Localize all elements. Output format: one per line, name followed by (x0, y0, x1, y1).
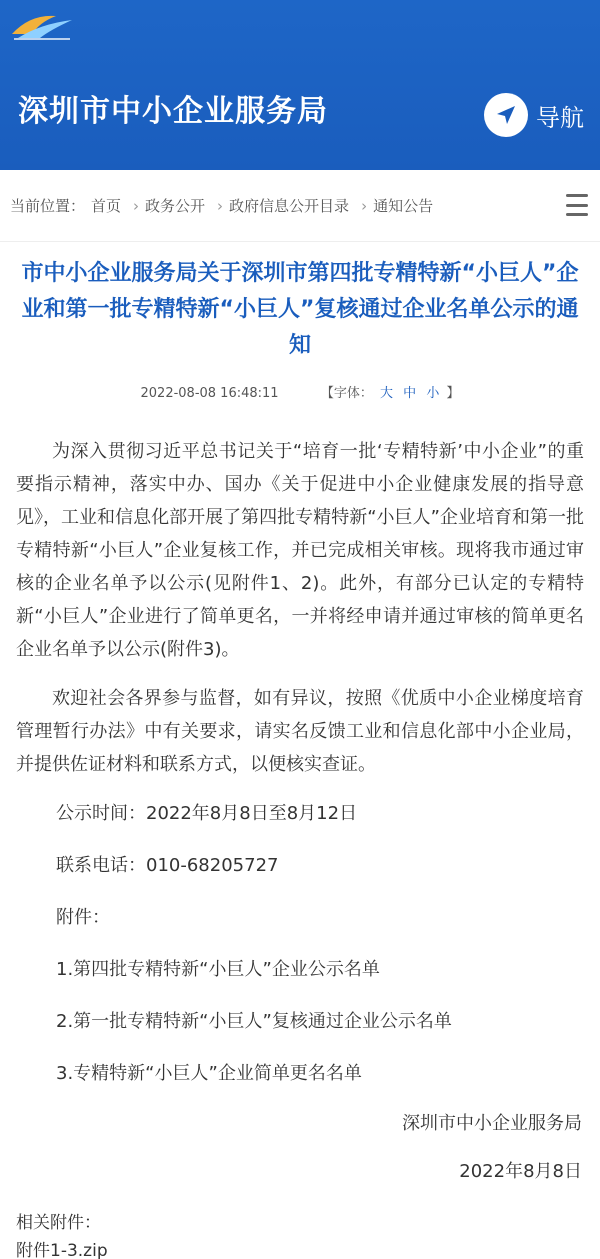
signature-date: 2022年8月8日 (459, 1161, 582, 1182)
breadcrumb-item-info-catalog[interactable]: 政府信息公开目录 (229, 197, 350, 215)
breadcrumb-prefix: 当前位置： (10, 197, 86, 215)
chevron-right-icon: › (133, 196, 140, 215)
attachments-heading: 附件： (56, 907, 110, 928)
article-meta (0, 382, 600, 401)
font-size-large[interactable]: 大 (380, 386, 394, 401)
navigation-button[interactable] (484, 92, 584, 138)
menu-icon[interactable] (566, 194, 588, 216)
attachment-download-link[interactable]: 附件1-3.zip (16, 1241, 108, 1259)
attachment-item: 2.第一批专精特新“小巨人”复核通过企业公示名单 (56, 1011, 452, 1032)
related-attachments-label: 相关附件： (16, 1213, 101, 1233)
attachment-item: 3.专精特新“小巨人”企业简单更名名单 (56, 1063, 362, 1084)
signature: 深圳市中小企业服务局 (402, 1113, 582, 1134)
navigation-label: 导航 (536, 103, 584, 132)
font-size-label: 【字体： (320, 386, 373, 401)
publish-date: 2022-08-08 16:48:11 (140, 386, 279, 401)
contact-phone: 联系电话：010-68205727 (56, 855, 279, 876)
navigation-icon (484, 93, 528, 137)
font-size-close: 】 (446, 386, 460, 401)
related-attachments (0, 1209, 600, 1259)
chevron-right-icon: › (361, 196, 368, 215)
publicity-period: 公示时间：2022年8月8日至8月12日 (56, 803, 358, 824)
paragraph: 为深入贯彻习近平总书记关于“培育一批‘专精特新’中小企业”的重要指示精神，落实中办、国办《关于促进中小企业健康发展的指导意见》，工业和信息化部开展了第四批专精特新“小巨人”企业培育和第一批专精特新“小巨人”企业复核工作，并已完成相关审核。现将我市通过审核的企业名单予以公示(见附件1、2)。此外，有部分已认定的专精特新“小巨人”企业进行了简单更名，一并将经申请并通过审核的简单更名企业名单予以公示(附件3)。 (16, 441, 584, 660)
site-header (0, 0, 600, 170)
paragraph: 欢迎社会各界参与监督，如有异议，按照《优质中小企业梯度培育管理暂行办法》中有关要求，请实名反馈工业和信息化部中小企业局，并提供佐证材料和联系方式，以便核实查证。 (16, 688, 584, 775)
logo-icon (10, 8, 74, 42)
article-body (0, 435, 600, 1090)
breadcrumb-item-home[interactable]: 首页 (91, 197, 122, 215)
breadcrumb (0, 170, 600, 242)
font-size-medium[interactable]: 中 (403, 386, 417, 401)
font-size-small[interactable]: 小 (426, 386, 440, 401)
site-title: 深圳市中小企业服务局 (18, 94, 328, 129)
chevron-right-icon: › (217, 196, 224, 215)
breadcrumb-item-government-affairs[interactable]: 政务公开 (145, 197, 206, 215)
breadcrumb-item-notices[interactable]: 通知公告 (373, 197, 434, 215)
attachment-item: 1.第四批专精特新“小巨人”企业公示名单 (56, 959, 380, 980)
article-title: 市中小企业服务局关于深圳市第四批专精特新“小巨人”企业和第一批专精特新“小巨人”复核通过企业名单公示的通知 (21, 261, 579, 358)
